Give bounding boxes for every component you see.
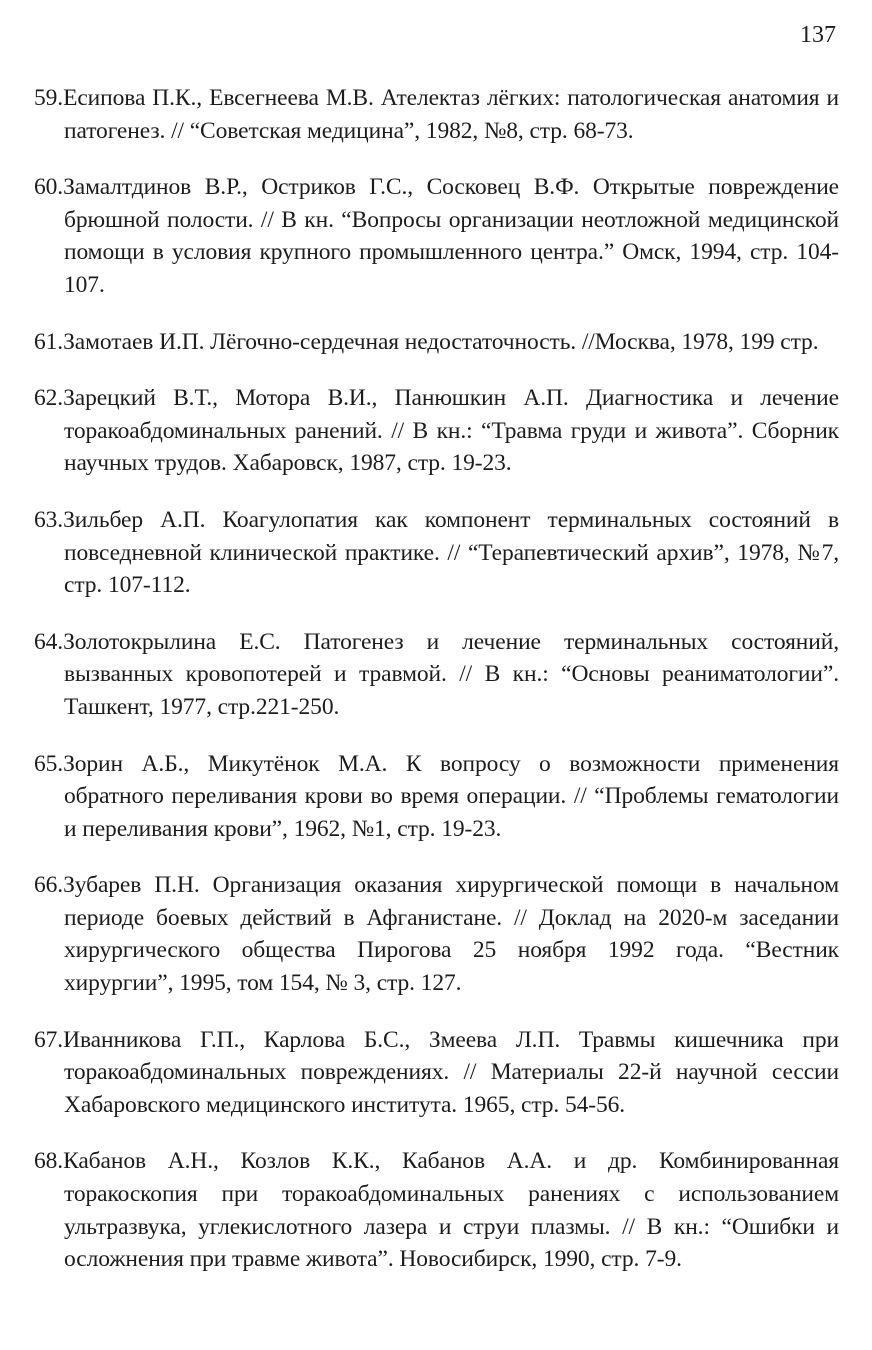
reference-item-59: 59.Есипова П.К., Евсегнеева М.В. Ателектаз лёгких: патологическая анатомия и патогенез. // “Советская медицина”, 1982, №8, стр. 68-73.: [34, 85, 839, 144]
reference-item-64: 64.Золотокрылина Е.С. Патогенез и лечение терминальных состояний, вызванных кровопотерей и травмой. // В кн.: “Основы реаниматологии”. Ташкент, 1977, стр.221-250.: [34, 628, 839, 720]
reference-item-66: 66.Зубарев П.Н. Организация оказания хирургической помощи в начальном периоде боевых действий в Афганистане. // Доклад на 2020-м заседании хирургического общества Пирогова 25 ноября 1992 года. “Вестник хирургии”, 1995, том 154, № 3, стр. 127.: [34, 872, 839, 997]
reference-item-61: 61.Замотаев И.П. Лёгочно-сердечная недостаточность. //Москва, 1978, 199 стр.: [34, 328, 819, 355]
reference-item-67: 67.Иванникова Г.П., Карлова Б.С., Змеева Л.П. Травмы кишечника при торакоабдоминальных повреждениях. // Материалы 22-й научной сессии Хабаровского медицинского института. 1965, стр. 54-56.: [34, 1026, 839, 1118]
reference-item-65: 65.Зорин А.Б., Микутёнок М.А. К вопросу о возможности применения обратного переливания крови во время операции. // “Проблемы гематологии и переливания крови”, 1962, №1, стр. 19-23.: [34, 750, 839, 842]
reference-list: [34, 82, 839, 1300]
page-number: 137: [800, 22, 836, 48]
reference-item-63: 63.Зильбер А.П. Коагулопатия как компонент терминальных состояний в повседневной клинической практике. // “Терапевтический архив”, 1978, №7, стр. 107-112.: [34, 506, 839, 599]
reference-item-62: 62.Зарецкий В.Т., Мотора В.И., Панюшкин А.П. Диагностика и лечение торакоабдоминальных ранений. // В кн.: “Травма груди и живота”. Сборник научных трудов. Хабаровск, 1987, стр. 19-23.: [34, 385, 839, 477]
reference-item-68: 68.Кабанов А.Н., Козлов К.К., Кабанов А.А. и др. Комбинированная торакоскопия при торакоабдоминальных ранениях с использованием ультразвука, углекислотного лазера и струи плазмы. // В кн.: “Ошибки и осложнения при травме живота”. Новосибирск, 1990, стр. 7-9.: [34, 1148, 839, 1273]
reference-item-60: 60.Замалтдинов В.Р., Остриков Г.С., Сосковец В.Ф. Открытые повреждение брюшной полости. // В кн. “Вопросы организации неотложной медицинской помощи в условия крупного промышленного центра.” Омск, 1994, стр. 104-107.: [34, 174, 839, 298]
